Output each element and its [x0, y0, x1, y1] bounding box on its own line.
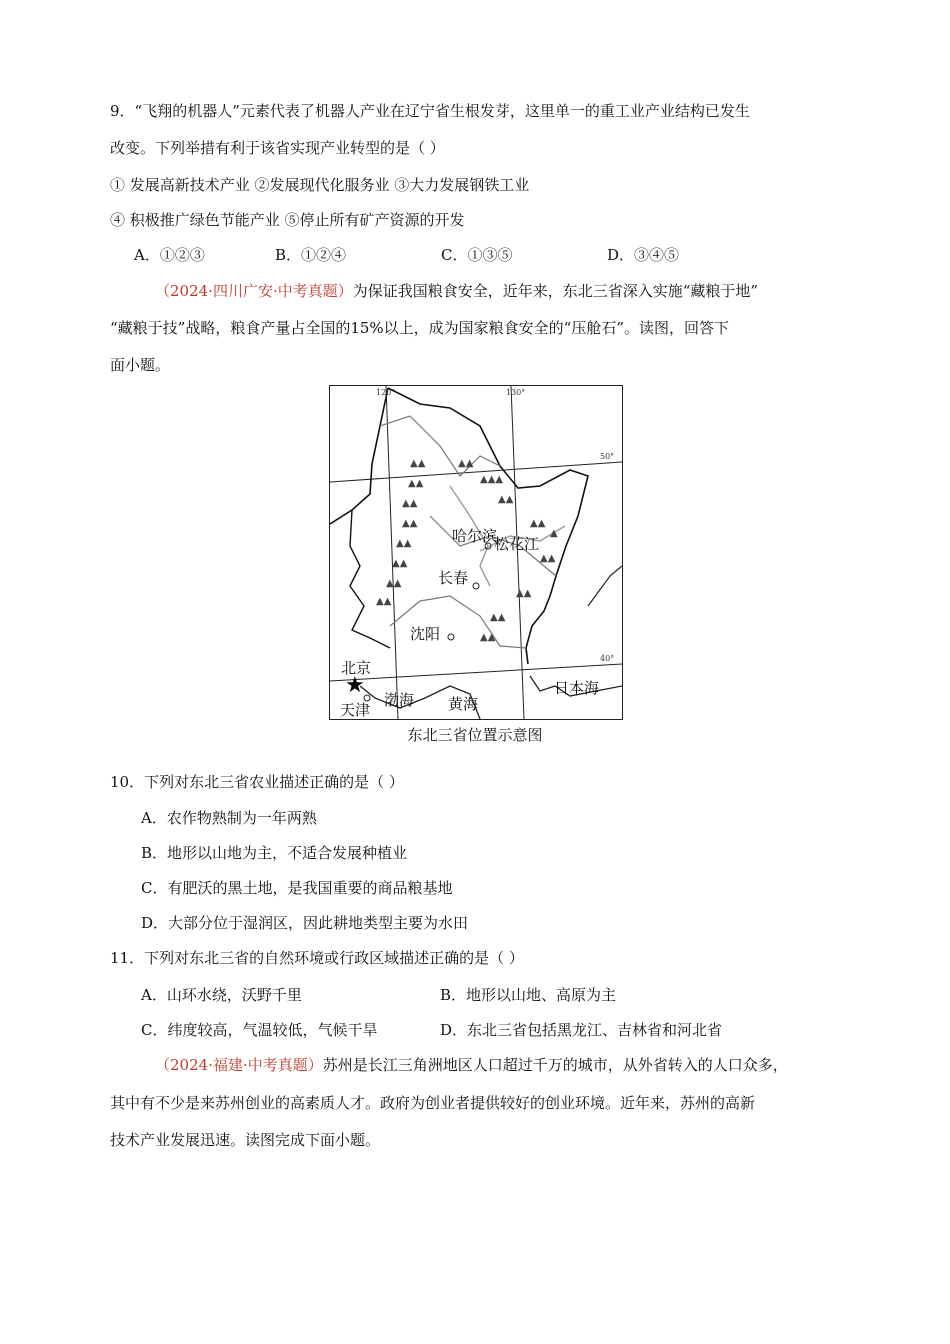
intro2-line3: 技术产业发展迅速。读图完成下面小题。 [110, 1131, 381, 1149]
q11-option-a[interactable]: A．山环水绕，沃野千里 [141, 986, 302, 1004]
border-east [388, 388, 588, 664]
changchun-marker [473, 583, 479, 589]
svg-text:▲: ▲ [550, 528, 558, 539]
city-label-changchun: 长春 [438, 569, 469, 587]
border-southwest [350, 510, 390, 648]
map-caption: 东北三省位置示意图 [407, 726, 543, 744]
svg-text:▲▲: ▲▲ [490, 612, 506, 623]
svg-text:▲▲: ▲▲ [458, 458, 474, 469]
q11-option-d[interactable]: D．东北三省包括黑龙江、吉林省和河北省 [440, 1021, 723, 1039]
svg-text:▲▲: ▲▲ [516, 588, 532, 599]
q10-option-c[interactable]: C．有肥沃的黑土地，是我国重要的商品粮基地 [141, 879, 453, 897]
sea-label-yellow: 黄海 [448, 695, 479, 713]
svg-text:▲▲: ▲▲ [540, 553, 556, 564]
lat-label-40: 40° [600, 654, 615, 663]
q10-option-b[interactable]: B．地形以山地为主，不适合发展种植业 [141, 844, 408, 862]
intro1-line2: “藏粮于技”战略，粮食产量占全国的15%以上，成为国家粮食安全的“压舱石”。读图，回答下 [110, 319, 730, 337]
q10-option-a[interactable]: A．农作物熟制为一年两熟 [141, 809, 317, 827]
svg-text:▲▲: ▲▲ [396, 538, 412, 549]
q9-stem-line2: 改变。下列举措有利于该省实现产业转型的是（ ） [110, 139, 445, 157]
svg-text:▲▲: ▲▲ [386, 578, 402, 589]
intro2-line2: 其中有不少是来苏州创业的高素质人才。政府为创业者提供较好的创业环境。近年来，苏州的高新 [110, 1094, 756, 1112]
svg-text:▲▲: ▲▲ [402, 498, 418, 509]
svg-text:▲▲: ▲▲ [498, 494, 514, 505]
svg-text:▲▲: ▲▲ [392, 558, 408, 569]
lon-label-120: 120° [376, 388, 396, 397]
svg-text:▲▲: ▲▲ [408, 478, 424, 489]
russia-coast [588, 566, 622, 606]
q11-option-c[interactable]: C．纬度较高，气温较低，气候干旱 [141, 1021, 378, 1039]
q10-option-d[interactable]: D．大部分位于湿润区，因此耕地类型主要为水田 [141, 914, 469, 932]
svg-text:▲▲: ▲▲ [376, 596, 392, 607]
city-label-tianjin: 天津 [340, 701, 371, 719]
svg-text:▲▲: ▲▲ [530, 518, 546, 529]
map-drawing [330, 386, 622, 719]
northeast-map [329, 385, 623, 720]
intro1-line3: 面小题。 [110, 356, 171, 374]
city-label-beijing: 北京 [341, 659, 372, 677]
border-west [330, 388, 388, 524]
shenyang-marker [448, 634, 454, 640]
svg-text:▲▲: ▲▲ [402, 518, 418, 529]
q11-stem: 11．下列对东北三省的自然环境或行政区域描述正确的是（ ） [110, 949, 524, 967]
city-label-harbin: 哈尔滨 [452, 527, 498, 545]
intro1-line1 [155, 281, 758, 301]
q10-stem: 10．下列对东北三省农业描述正确的是（ ） [110, 773, 404, 791]
q9-stem-line1: 9．“飞翔的机器人”元素代表了机器人产业在辽宁省生根发芽，这里单一的重工业产业结构已发生 [110, 102, 750, 120]
intro1-source: （2024·四川广安·中考真题） [155, 282, 353, 300]
svg-text:▲▲: ▲▲ [480, 632, 496, 643]
q11-option-b[interactable]: B．地形以山地、高原为主 [440, 986, 617, 1004]
lat-label-50: 50° [600, 452, 615, 461]
intro2-line1 [155, 1055, 788, 1075]
beijing-star-icon: ★ [345, 673, 365, 698]
q9-option-b[interactable]: B．①②④ [275, 246, 347, 264]
intro2-text1: 苏州是长江三角洲地区人口超过千万的城市，从外省转入的人口众多， [322, 1056, 788, 1074]
svg-text:▲▲: ▲▲ [410, 458, 426, 469]
lon-label-130: 130° [506, 388, 526, 397]
q9-option-a[interactable]: A．①②③ [134, 246, 205, 264]
q9-option-d[interactable]: D．③④⑤ [607, 246, 680, 264]
q9-options [134, 245, 679, 265]
q9-statement-line2: ④ 积极推广绿色节能产业 ⑤停止所有矿产资源的开发 [110, 211, 465, 229]
sea-label-bohai: 渤海 [384, 691, 415, 709]
q9-statement-line1: ① 发展高新技术产业 ②发展现代化服务业 ③大力发展钢铁工业 [110, 176, 530, 194]
intro1-text1: 为保证我国粮食安全，近年来，东北三省深入实施“藏粮于地” [352, 282, 759, 300]
meridian-120 [386, 386, 398, 719]
city-label-shenyang: 沈阳 [410, 625, 441, 643]
q9-option-c[interactable]: C．①③⑤ [441, 246, 513, 264]
river-label-songhua: 松花江 [494, 535, 540, 553]
province-border-1 [380, 416, 500, 476]
intro2-source: （2024·福建·中考真题） [155, 1056, 323, 1074]
sea-label-japan: 日本海 [554, 679, 600, 697]
svg-text:▲▲▲: ▲▲▲ [480, 474, 504, 485]
